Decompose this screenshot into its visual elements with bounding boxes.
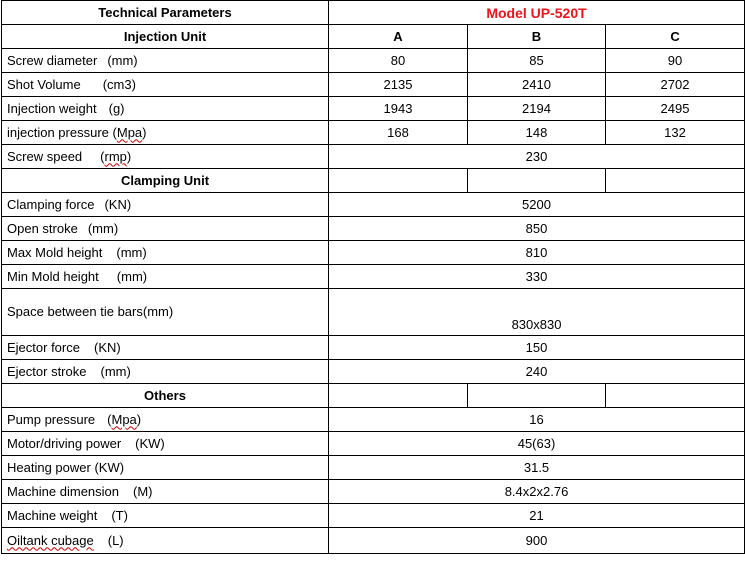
param-unit: (mm) bbox=[116, 268, 148, 284]
param-unit: rmp bbox=[104, 148, 127, 164]
column-header-a: A bbox=[329, 25, 468, 49]
row-label bbox=[2, 265, 329, 289]
empty-cell bbox=[329, 169, 468, 193]
param-unit: (cm3) bbox=[102, 76, 136, 92]
value: 240 bbox=[329, 360, 745, 384]
table-row bbox=[2, 121, 745, 145]
value: 830x830 bbox=[329, 289, 745, 336]
param-unit: Mpa bbox=[116, 124, 143, 140]
param-name: Machine dimension bbox=[7, 483, 120, 499]
row-label bbox=[2, 504, 329, 528]
table-row bbox=[2, 289, 745, 336]
value: 31.5 bbox=[329, 456, 745, 480]
row-label bbox=[2, 360, 329, 384]
value-a: 1943 bbox=[329, 97, 468, 121]
row-label bbox=[2, 336, 329, 360]
row-label bbox=[2, 97, 329, 121]
value: 45(63) bbox=[329, 432, 745, 456]
section-title-others: Others bbox=[2, 384, 329, 408]
row-label bbox=[2, 49, 329, 73]
row-label bbox=[2, 289, 329, 336]
param-unit: (mm) bbox=[100, 363, 131, 379]
value: 5200 bbox=[329, 193, 745, 217]
row-label bbox=[2, 73, 329, 97]
param-unit: (KN) bbox=[104, 196, 132, 212]
section-title-injection: Injection Unit bbox=[2, 25, 329, 49]
column-header-c: C bbox=[606, 25, 745, 49]
clamping-section-header bbox=[2, 169, 745, 193]
param-name: Ejector stroke bbox=[7, 363, 87, 379]
param-unit: (mm) bbox=[107, 52, 138, 68]
table-row bbox=[2, 504, 745, 528]
param-name: Space between tie bars(mm) bbox=[7, 304, 174, 319]
table-row bbox=[2, 336, 745, 360]
others-section-header bbox=[2, 384, 745, 408]
model-name: Model UP-520T bbox=[329, 1, 745, 25]
value: 850 bbox=[329, 217, 745, 241]
value-a: 168 bbox=[329, 121, 468, 145]
table-row bbox=[2, 360, 745, 384]
row-label bbox=[2, 432, 329, 456]
value-c: 2495 bbox=[606, 97, 745, 121]
column-header-b: B bbox=[468, 25, 606, 49]
empty-cell bbox=[606, 169, 745, 193]
unit-open: ( bbox=[112, 124, 117, 140]
unit-close: ) bbox=[136, 411, 142, 427]
row-label bbox=[2, 193, 329, 217]
empty-cell bbox=[468, 384, 606, 408]
value-a: 2135 bbox=[329, 73, 468, 97]
table-row bbox=[2, 432, 745, 456]
table-row bbox=[2, 145, 745, 169]
empty-cell bbox=[468, 169, 606, 193]
param-name: Heating power (KW) bbox=[7, 459, 125, 475]
value: 8.4x2x2.76 bbox=[329, 480, 745, 504]
value-c: 90 bbox=[606, 49, 745, 73]
param-unit: (M) bbox=[133, 483, 153, 499]
param-name: Pump pressure bbox=[7, 411, 96, 427]
param-name: Motor/driving power bbox=[7, 435, 122, 451]
param-name: Open stroke bbox=[7, 220, 78, 236]
row-label bbox=[2, 145, 329, 169]
param-name: injection pressure bbox=[7, 124, 109, 140]
param-name: Clamping force bbox=[7, 196, 95, 212]
empty-cell bbox=[329, 384, 468, 408]
table-row bbox=[2, 528, 745, 554]
value-a: 80 bbox=[329, 49, 468, 73]
value-c: 132 bbox=[606, 121, 745, 145]
param-unit: (L) bbox=[107, 532, 124, 548]
row-label bbox=[2, 408, 329, 432]
value-b: 148 bbox=[468, 121, 606, 145]
unit-close: ) bbox=[126, 148, 132, 164]
value: 150 bbox=[329, 336, 745, 360]
unit-open: ( bbox=[100, 148, 105, 164]
table-row bbox=[2, 265, 745, 289]
param-unit: (T) bbox=[111, 507, 128, 523]
value: 900 bbox=[329, 528, 745, 554]
technical-parameters-table bbox=[1, 0, 745, 554]
value-b: 2410 bbox=[468, 73, 606, 97]
param-unit: Mpa bbox=[111, 411, 137, 427]
value: 16 bbox=[329, 408, 745, 432]
table-row bbox=[2, 193, 745, 217]
param-name: Min Mold height bbox=[7, 268, 99, 284]
table-row bbox=[2, 97, 745, 121]
unit-open: ( bbox=[107, 411, 112, 427]
param-name: Max Mold height bbox=[7, 244, 103, 260]
value: 230 bbox=[329, 145, 745, 169]
row-label bbox=[2, 241, 329, 265]
param-name: Screw diameter bbox=[7, 52, 98, 68]
table-row bbox=[2, 480, 745, 504]
row-label bbox=[2, 480, 329, 504]
table-row bbox=[2, 408, 745, 432]
table-row bbox=[2, 456, 745, 480]
param-name: Shot Volume bbox=[7, 76, 81, 92]
value: 21 bbox=[329, 504, 745, 528]
param-name: Screw speed bbox=[7, 148, 83, 164]
section-title-clamping: Clamping Unit bbox=[2, 169, 329, 193]
param-name: Injection weight bbox=[7, 100, 97, 116]
row-label bbox=[2, 528, 329, 554]
param-name: Machine weight bbox=[7, 507, 98, 523]
table-row bbox=[2, 49, 745, 73]
value-c: 2702 bbox=[606, 73, 745, 97]
row-label bbox=[2, 217, 329, 241]
param-unit: (mm) bbox=[87, 220, 119, 236]
param-name: Oiltank cubage bbox=[7, 532, 94, 548]
injection-section-header bbox=[2, 25, 745, 49]
table-row bbox=[2, 73, 745, 97]
empty-cell bbox=[606, 384, 745, 408]
param-unit: (g) bbox=[108, 100, 125, 116]
value: 810 bbox=[329, 241, 745, 265]
param-unit: (mm) bbox=[116, 244, 147, 260]
table-header-row bbox=[2, 1, 745, 25]
value-b: 85 bbox=[468, 49, 606, 73]
value-b: 2194 bbox=[468, 97, 606, 121]
row-label bbox=[2, 121, 329, 145]
table-row bbox=[2, 217, 745, 241]
table-row bbox=[2, 241, 745, 265]
unit-close: ) bbox=[142, 124, 147, 140]
param-name: Ejector force bbox=[7, 339, 80, 355]
value: 330 bbox=[329, 265, 745, 289]
table-title: Technical Parameters bbox=[2, 1, 329, 25]
param-unit: (KW) bbox=[135, 435, 165, 451]
row-label bbox=[2, 456, 329, 480]
param-unit: (KN) bbox=[93, 339, 121, 355]
